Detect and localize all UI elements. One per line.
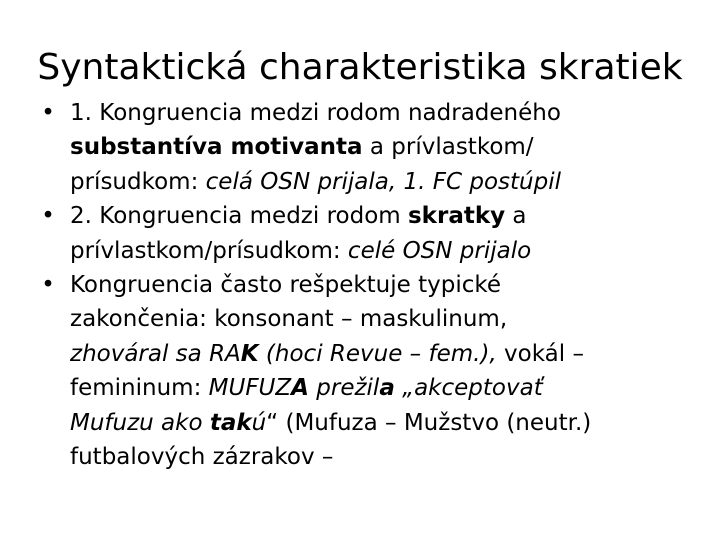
bullet-line [70,440,696,474]
slide-title: Syntaktická charakteristika skratiek [37,47,683,88]
bullet-line [70,165,696,199]
text-segment: Mufuzu ako [70,409,210,436]
bullet-line [70,371,696,405]
bullet-line [70,96,696,130]
text-segment: 1. Kongruencia medzi rodom nadradeného [70,100,561,126]
text-segment: prísudkom: [70,168,206,195]
text-segment: “ (Mufuza – Mužstvo (neutr.) [266,409,592,436]
text-segment: a [505,203,527,230]
text-segment: MUFUZ [208,375,292,402]
bullet-dot-icon: • [41,203,55,230]
text-segment: (hoci Revue – fem.), [258,340,497,367]
text-segment: A [291,375,309,402]
bullet-line [70,130,696,164]
bullet-line [70,406,696,440]
bullet-dot-icon: • [41,272,55,299]
bullet-item [36,96,696,199]
text-segment: Kongruencia často rešpektuje typické [70,272,502,299]
bullet-line [70,199,696,233]
text-segment: ú [251,409,267,436]
bullet-list [36,96,696,474]
bullet-dot-icon: • [41,100,55,126]
text-segment: tak [209,409,252,436]
text-segment: „akceptovať [394,375,543,402]
text-segment: celá OSN prijala, 1. FC postúpil [205,168,561,195]
bullet-item [36,199,696,268]
text-segment: K [240,340,259,367]
text-segment: a prívlastkom/ [362,134,534,161]
text-segment: zakončenia: konsonant – maskulinum, [70,306,508,333]
text-segment: skratky [407,203,506,230]
bullet-item [36,268,696,474]
text-segment: substantíva motivanta [70,134,363,161]
text-segment: prežil [308,375,380,402]
text-segment: zhováral sa RA [70,340,241,367]
bullet-line [70,234,696,268]
text-segment: a [379,375,395,402]
text-segment: futbalových zázrakov – [70,444,334,471]
text-segment: celé OSN prijalo [347,237,532,264]
bullet-line [70,268,696,302]
text-segment: prívlastkom/prísudkom: [70,237,348,264]
bullet-line [70,337,696,371]
bullet-line [70,302,696,336]
text-segment: femininum: [70,375,209,402]
text-segment: vokál – [496,340,584,367]
text-segment: 2. Kongruencia medzi rodom [70,203,408,230]
